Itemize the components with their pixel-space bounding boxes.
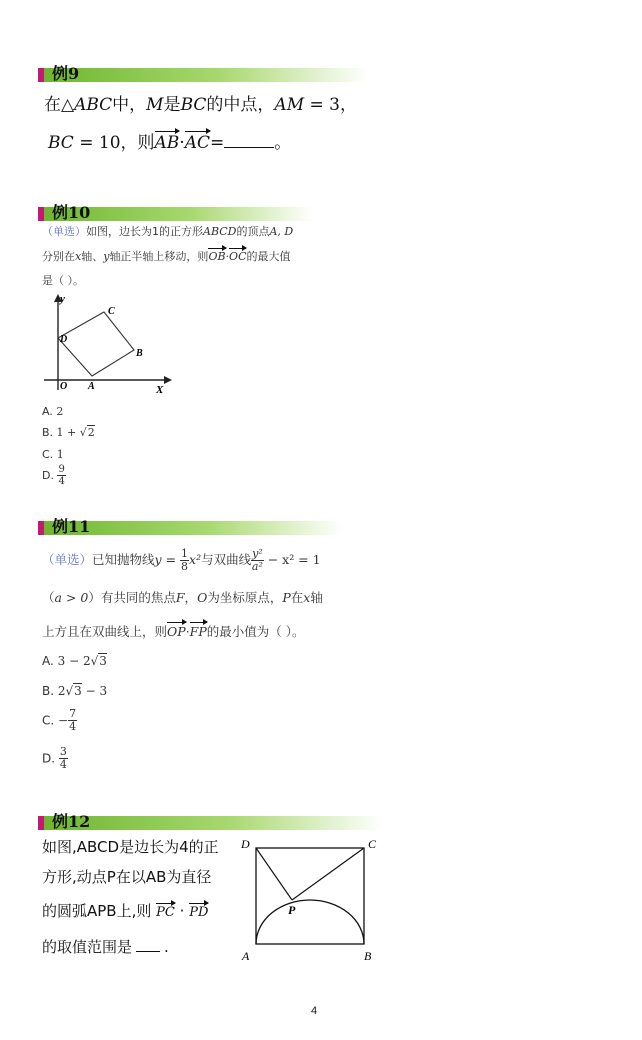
example-12-header bbox=[38, 812, 383, 831]
vector-ob: OB bbox=[208, 250, 226, 263]
ex12-line-4: 的取值范围是 . bbox=[42, 938, 169, 956]
ex10-option-a: A. 2 bbox=[42, 405, 64, 418]
fig10-label-c: C bbox=[108, 306, 115, 317]
header-marker bbox=[38, 207, 44, 221]
fig10-label-y: y bbox=[60, 293, 65, 305]
ex11-line-1: （单选）已知抛物线y = $\frac{1}{8}$ x²与双曲线 $\frac{\text{y²}}{\text{a²}}$ − x² = 1 bbox=[42, 547, 321, 574]
fig10-label-b: B bbox=[136, 348, 143, 359]
ex11-option-a: A. 3 − 2√3 bbox=[42, 654, 107, 668]
header-marker bbox=[38, 68, 44, 82]
example-12-title: 例12 bbox=[52, 812, 91, 831]
vector-ac: AC bbox=[184, 133, 210, 153]
example-10-title: 例10 bbox=[52, 203, 91, 222]
fig12-label-d: D bbox=[241, 837, 250, 851]
ex11-option-b: B. 2√3 − 3 bbox=[42, 684, 108, 698]
ex10-line-1: （单选）如图，边长为1的正方形ABCD的顶点A, D bbox=[42, 225, 294, 238]
vector-pc: PC bbox=[156, 905, 175, 920]
example-9-header bbox=[38, 64, 368, 83]
fig12-label-b: B bbox=[364, 949, 372, 963]
example-11 bbox=[38, 517, 343, 536]
ex10-option-b: B. 1 + √2 bbox=[42, 426, 95, 439]
ex10-option-c: C. 1 bbox=[42, 448, 64, 461]
example-11-header bbox=[38, 517, 343, 536]
example-12 bbox=[38, 812, 383, 831]
header-marker bbox=[38, 521, 44, 535]
answer-blank bbox=[224, 147, 274, 148]
fig12-label-a: A bbox=[242, 949, 250, 963]
ex9-line-1: 在△ABC中，M是BC的中点，AM = 3， bbox=[44, 95, 357, 115]
example-10 bbox=[38, 203, 313, 222]
question-type-tag: （单选） bbox=[42, 225, 86, 238]
ex10-line-3: 是（ ）。 bbox=[42, 274, 84, 287]
ex11-line-3: 上方且在双曲线上，则OP·FP的最小值为（ ）。 bbox=[42, 624, 305, 639]
ex12-line-3: 的圆弧APB上,则 PC · PD bbox=[42, 902, 209, 920]
fig10-label-o: O bbox=[60, 381, 68, 392]
header-marker bbox=[38, 816, 44, 830]
vector-oc: OC bbox=[229, 250, 247, 263]
ex9-line-2: BC = 10，则AB·AC= 。 bbox=[48, 133, 292, 153]
fig10-label-d: D bbox=[60, 334, 68, 345]
fig10-label-a: A bbox=[88, 381, 95, 392]
ex10-option-d: D. $\frac{9}{4}$ bbox=[42, 464, 65, 487]
example-11-title: 例11 bbox=[52, 517, 91, 536]
fig10-label-x: X bbox=[156, 384, 164, 395]
vector-op: OP bbox=[167, 624, 186, 639]
ex12-figure bbox=[238, 836, 388, 966]
vector-fp: FP bbox=[189, 624, 207, 639]
ex12-line-1: 如图,ABCD是边长为4的正 bbox=[42, 838, 219, 856]
fig12-label-p: P bbox=[288, 903, 296, 917]
vector-ab: AB bbox=[154, 133, 180, 153]
ex10-figure bbox=[36, 290, 176, 395]
example-10-header bbox=[38, 203, 313, 222]
answer-blank bbox=[136, 951, 160, 952]
ex10-line-2: 分别在x轴、y轴正半轴上移动，则OB·OC的最大值 bbox=[42, 250, 291, 263]
page-number: 4 bbox=[311, 1005, 318, 1017]
ex11-line-2: （a > 0）有共同的焦点F，O为坐标原点，P在x轴 bbox=[42, 590, 323, 605]
question-type-tag: （单选） bbox=[42, 552, 93, 568]
example-9 bbox=[38, 64, 368, 83]
ex12-line-2: 方形,动点P在以AB为直径 bbox=[42, 868, 212, 886]
vector-pd: PD bbox=[189, 905, 209, 920]
ex11-option-d: D. $\frac{3}{4}$ bbox=[42, 745, 67, 772]
fig12-label-c: C bbox=[368, 837, 377, 851]
example-9-title: 例9 bbox=[52, 64, 80, 83]
ex11-option-c: C. − $\frac{7}{4}$ bbox=[42, 707, 77, 734]
